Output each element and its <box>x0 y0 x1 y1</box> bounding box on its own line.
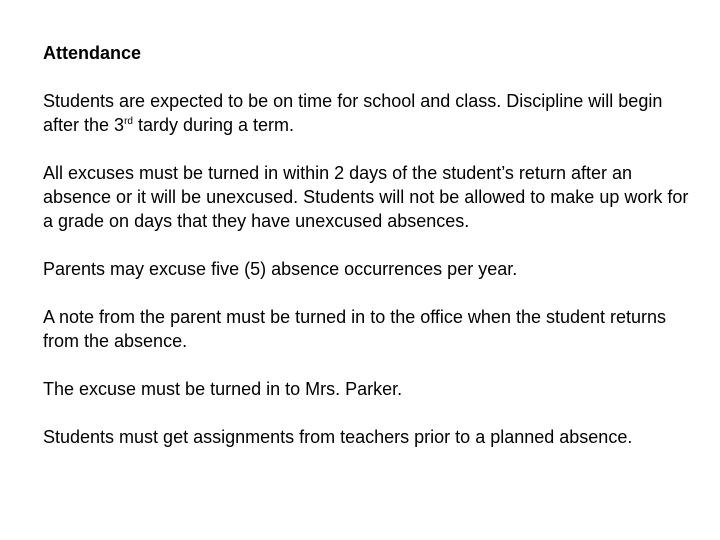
parent-excuse-limit-paragraph: Parents may excuse five (5) absence occurrences per year. <box>43 259 518 279</box>
attendance-document <box>43 41 703 473</box>
ordinal-suffix: rd <box>124 116 133 127</box>
tardy-text-after: tardy during a term. <box>132 115 295 135</box>
page-title: Attendance <box>43 43 142 63</box>
tardy-text-before: Students are expected to be on time for school and class. Discipline will begin after the 3 <box>43 91 663 135</box>
excuse-deadline-paragraph: All excuses must be turned in within 2 days of the student’s return after an absence or it will be unexcused. Students will not be allowed to make up work for a grade on days that they have unexcused absences. <box>43 163 689 231</box>
planned-absence-paragraph: Students must get assignments from teachers prior to a planned absence. <box>43 427 633 447</box>
parent-note-paragraph: A note from the parent must be turned in to the office when the student returns from the absence. <box>43 307 667 351</box>
excuse-recipient-paragraph: The excuse must be turned in to Mrs. Parker. <box>43 379 403 399</box>
tardy-policy-paragraph <box>43 89 703 137</box>
